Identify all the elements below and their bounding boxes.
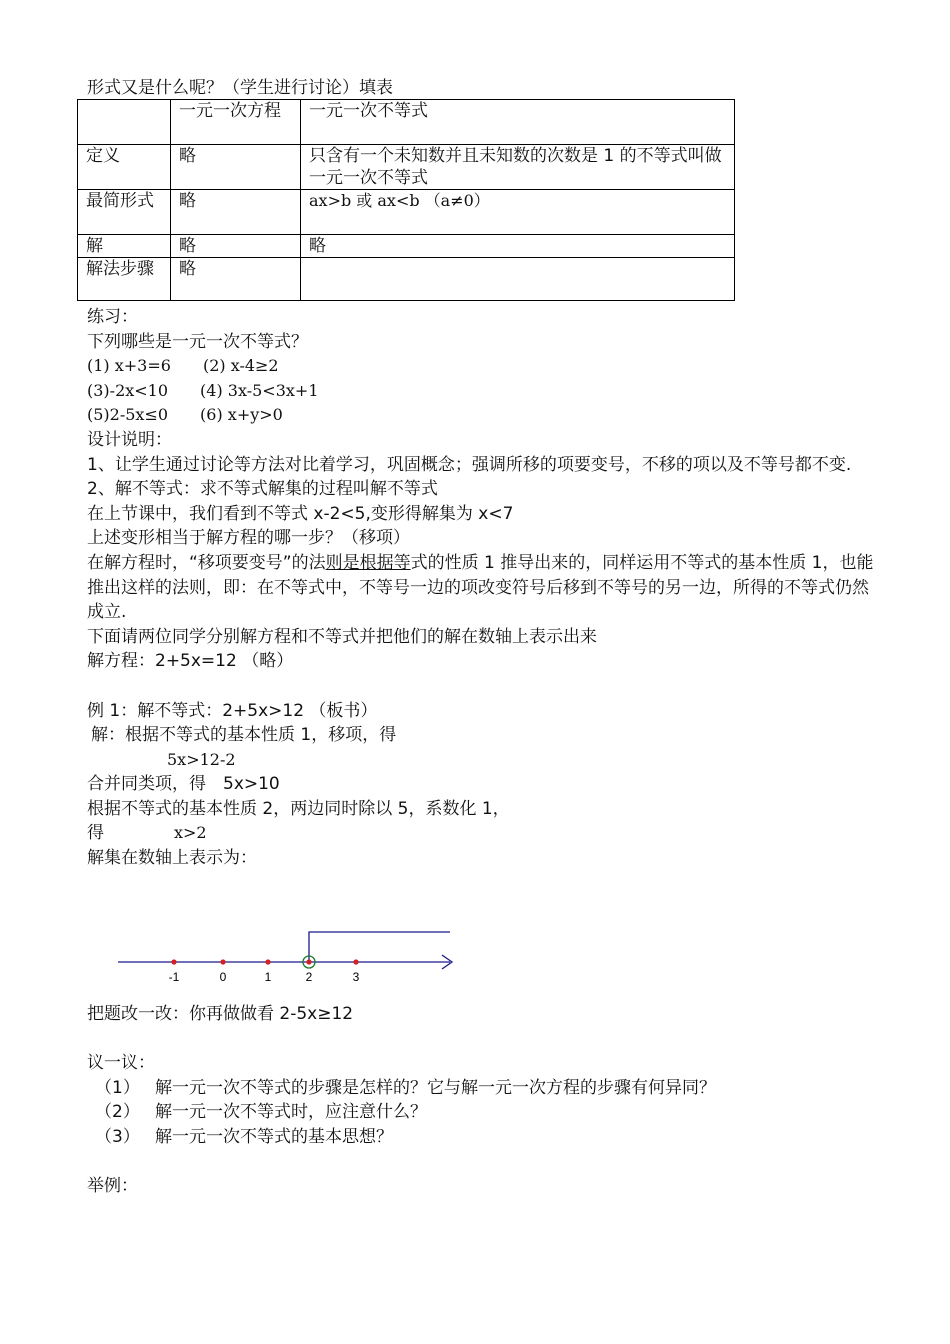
list-item (87, 1076, 877, 1101)
item-number: （3） (95, 1126, 140, 1147)
example-step: 根据不等式的基本性质 2，两边同时除以 5，系数化 1， (87, 798, 510, 819)
practice-item: (5)2-5x≤0 (6) x+y>0 (87, 405, 283, 425)
item-text: 解一元一次不等式的步骤是怎样的？它与解一元一次方程的步骤有何异同？ (155, 1077, 716, 1098)
comparison-table (77, 99, 735, 301)
design-paragraph: 2、解不等式：求不等式解集的过程叫解不等式 (87, 479, 438, 500)
example-label: 举例： (87, 1176, 138, 1197)
table-cell: 一元一次方程 (171, 100, 301, 145)
tick-label: 0 (219, 970, 227, 984)
modify-section (87, 1002, 877, 1199)
example-step: 解：根据不等式的基本性质 1，移项，得 (91, 725, 397, 746)
tick-label: 2 (305, 970, 313, 984)
table-cell: 略 (171, 235, 301, 258)
table-cell: 一元一次不等式 (301, 100, 735, 145)
design-paragraph: 下面请两位同学分别解方程和不等式并把他们的解在数轴上表示出来 (87, 626, 597, 647)
list-item (87, 1100, 877, 1125)
tick-point (353, 959, 358, 964)
practice-question: 下列哪些是一元一次不等式？ (87, 331, 308, 352)
example-title: 例 1：解不等式：2+5x>12 （板书） (87, 700, 378, 721)
tick-point (306, 959, 311, 964)
table-cell: 解法步骤 (78, 258, 171, 301)
design-paragraph: 在上节课中，我们看到不等式 x-2<5,变形得解集为 x<7 (87, 503, 514, 524)
text-run: 在解方程时，“移项要变号”的法 (87, 552, 326, 573)
example-step (87, 821, 877, 846)
table-cell (78, 100, 171, 145)
example-step: 5x>12-2 (167, 749, 236, 769)
tick-point (171, 959, 176, 964)
solution-ray (309, 932, 450, 962)
practice-section (87, 305, 877, 871)
table-row (78, 235, 735, 258)
table-cell: ax>b 或 ax<b （a≠0） (301, 190, 735, 235)
number-line (110, 924, 470, 986)
example-step: 解集在数轴上表示为： (87, 848, 257, 869)
table-cell: 最简形式 (78, 190, 171, 235)
tick-point (220, 959, 225, 964)
text-run: x>2 (174, 823, 207, 843)
table-cell: 略 (171, 258, 301, 301)
table-cell: 略 (301, 235, 735, 258)
table-cell (301, 258, 735, 301)
modify-text: 把题改一改：你再做做看 2-5x≥12 (87, 1004, 354, 1024)
item-text: 解一元一次不等式时，应注意什么？ (155, 1102, 427, 1123)
practice-item: (3)-2x<10 (4) 3x-5<3x+1 (87, 380, 319, 400)
design-paragraph: 1、让学生通过讨论等方法对比着学习，巩固概念；强调所移的项要变号，不移的项以及不等号都不变. (87, 454, 852, 475)
table-cell: 略 (171, 190, 301, 235)
item-text: 解一元一次不等式的基本思想？ (155, 1126, 393, 1147)
text-run: 式的性质 1 推导出来的，同样运用不等式的基本性质 1，也能推出这样的法则，即：在不等式中，不等号一边的项改变符号后移到不等号的另一边，所得的不等式仍然成立. (87, 552, 874, 623)
table-cell: 略 (171, 145, 301, 190)
spacer (87, 1027, 877, 1052)
tick-label: 3 (352, 970, 360, 984)
tick-label: 1 (264, 970, 272, 984)
table-row (78, 258, 735, 301)
table-row (78, 100, 735, 145)
design-paragraph (87, 551, 877, 625)
design-label: 设计说明： (87, 429, 172, 450)
table-row (78, 145, 735, 190)
item-number: （1） (95, 1077, 140, 1098)
practice-label: 练习： (87, 307, 138, 327)
design-paragraph: 上述变形相当于解方程的哪一步？（移项） (87, 528, 410, 549)
item-number: （2） (95, 1102, 140, 1123)
underlined-text: 则是根据等 (325, 552, 411, 573)
design-paragraph: 解方程：2+5x=12 （略） (87, 651, 294, 672)
example-step: 合并同类项，得 5x>10 (87, 774, 280, 795)
tick-point (265, 959, 270, 964)
heading: 形式又是什么呢？（学生进行讨论）填表 (87, 78, 393, 98)
table-row (78, 190, 735, 235)
document-body (87, 76, 877, 101)
discuss-label: 议一议： (87, 1053, 155, 1074)
table-cell: 解 (78, 235, 171, 258)
table-cell: 只含有一个未知数并且未知数的次数是 1 的不等式叫做一元一次不等式 (301, 145, 735, 190)
practice-item: (1) x+3=6 (2) x-4≥2 (87, 356, 279, 376)
list-item (87, 1125, 877, 1150)
tick-label: -1 (168, 970, 180, 984)
text-run: 得 (87, 823, 104, 844)
table-cell: 定义 (78, 145, 171, 190)
spacer (87, 1150, 877, 1175)
spacer (87, 674, 877, 699)
